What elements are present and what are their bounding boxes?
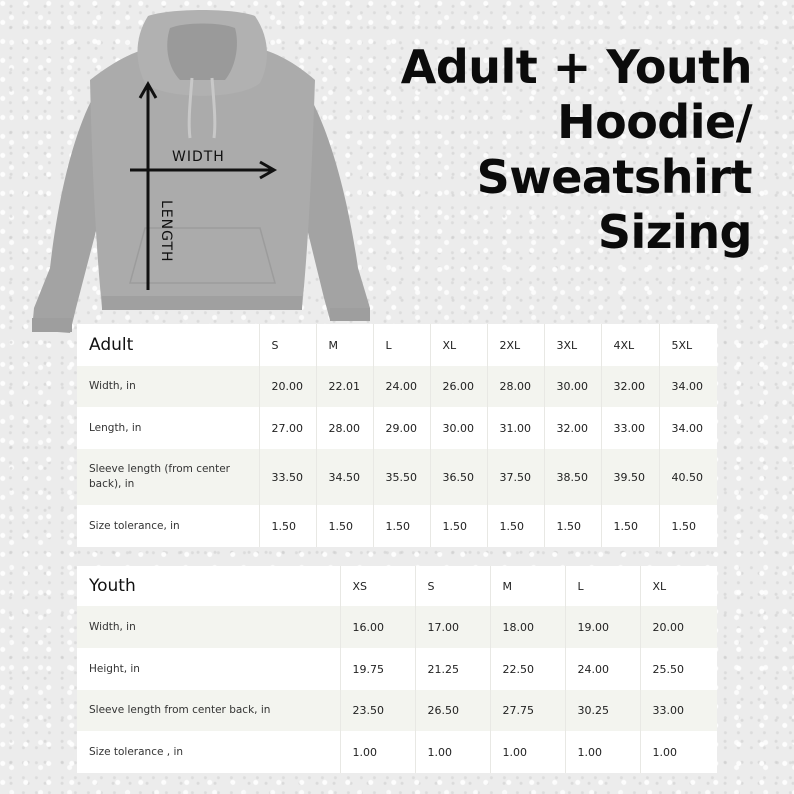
title-line-2: Hoodie/ [557,95,752,149]
cell: 32.00 [544,407,601,449]
adult-header-row [77,324,717,366]
cell: 27.00 [259,407,316,449]
cell: 32.00 [601,366,659,407]
cell: 24.00 [565,648,640,690]
table-row [77,606,717,648]
cell: 1.50 [373,505,430,547]
table-row [77,449,717,505]
title-line-1: Adult + Youth [400,40,752,94]
title-line-3: Sweatshirt [476,150,752,204]
row-label: Size tolerance, in [77,505,259,547]
hoodie-illustration [30,8,375,338]
row-label: Sleeve length from center back, in [77,690,340,731]
cell: 1.00 [565,731,640,773]
adult-size-xl: XL [430,324,487,366]
row-label: Width, in [77,606,340,648]
cell: 16.00 [340,606,415,648]
adult-size-2xl: 2XL [487,324,544,366]
adult-size-m: M [316,324,373,366]
cell: 35.50 [373,449,430,505]
cell: 36.50 [430,449,487,505]
youth-size-table [77,566,717,773]
cell: 39.50 [601,449,659,505]
cell: 19.75 [340,648,415,690]
page-title [372,40,752,260]
cell: 37.50 [487,449,544,505]
table-row [77,690,717,731]
cell: 33.00 [601,407,659,449]
adult-size-s: S [259,324,316,366]
cell: 1.00 [652,745,677,759]
cell: 33.00 [640,690,717,731]
cell: 1.50 [316,505,373,547]
cell: 20.00 [259,366,316,407]
cell: 34.50 [316,449,373,505]
cell: 24.00 [373,366,430,407]
cell: 31.00 [487,407,544,449]
adult-size-3xl: 3XL [544,324,601,366]
cell: 1.50 [601,505,659,547]
cell: 26.00 [430,366,487,407]
cell: 28.00 [487,366,544,407]
cell: 33.50 [259,449,316,505]
table-row [77,407,717,449]
length-label: LENGTH [158,200,174,263]
adult-heading: Adult [77,324,259,366]
cell: 29.00 [373,407,430,449]
cell: 34.00 [659,366,717,407]
cell: 25.50 [652,662,684,676]
table-row [77,731,717,773]
row-label: Size tolerance , in [77,731,340,773]
cell: 17.00 [415,606,490,648]
cell: 1.50 [544,505,601,547]
cell: 19.00 [565,606,640,648]
cell: 22.01 [316,366,373,407]
cell: 27.75 [490,690,565,731]
cell: 22.50 [490,648,565,690]
cell: 38.50 [544,449,601,505]
youth-size-s: S [415,566,490,606]
cell: 1.00 [415,731,490,773]
row-label: Length, in [77,407,259,449]
youth-heading: Youth [77,566,340,606]
adult-size-table [77,324,717,547]
cell: 34.00 [671,421,703,435]
cell: 28.00 [316,407,373,449]
cell: 26.50 [415,690,490,731]
cell: 1.00 [490,731,565,773]
row-label: Height, in [77,648,340,690]
adult-size-5xl: 5XL [671,338,693,352]
adult-size-l: L [373,324,430,366]
cell: 1.50 [487,505,544,547]
cell: 21.25 [415,648,490,690]
cell: 23.50 [340,690,415,731]
cell: 30.00 [544,366,601,407]
youth-size-xs: XS [340,566,415,606]
cell: 1.50 [430,505,487,547]
cell: 20.00 [640,606,717,648]
table-row [77,648,717,690]
width-label: WIDTH [172,149,225,165]
cell: 1.50 [259,505,316,547]
cell: 40.50 [659,449,717,505]
cell: 30.25 [565,690,640,731]
row-label: Width, in [77,366,259,407]
title-line-4: Sizing [597,205,752,259]
cell: 30.00 [430,407,487,449]
youth-size-l: L [565,566,640,606]
youth-size-m: M [490,566,565,606]
table-row [77,366,717,407]
cell: 1.50 [671,519,696,533]
cell: 1.00 [340,731,415,773]
youth-size-xl: XL [652,579,667,593]
adult-size-4xl: 4XL [601,324,659,366]
table-row [77,505,717,547]
row-label: Sleeve length (from center back), in [77,449,259,505]
youth-header-row [77,566,717,606]
cell: 18.00 [490,606,565,648]
